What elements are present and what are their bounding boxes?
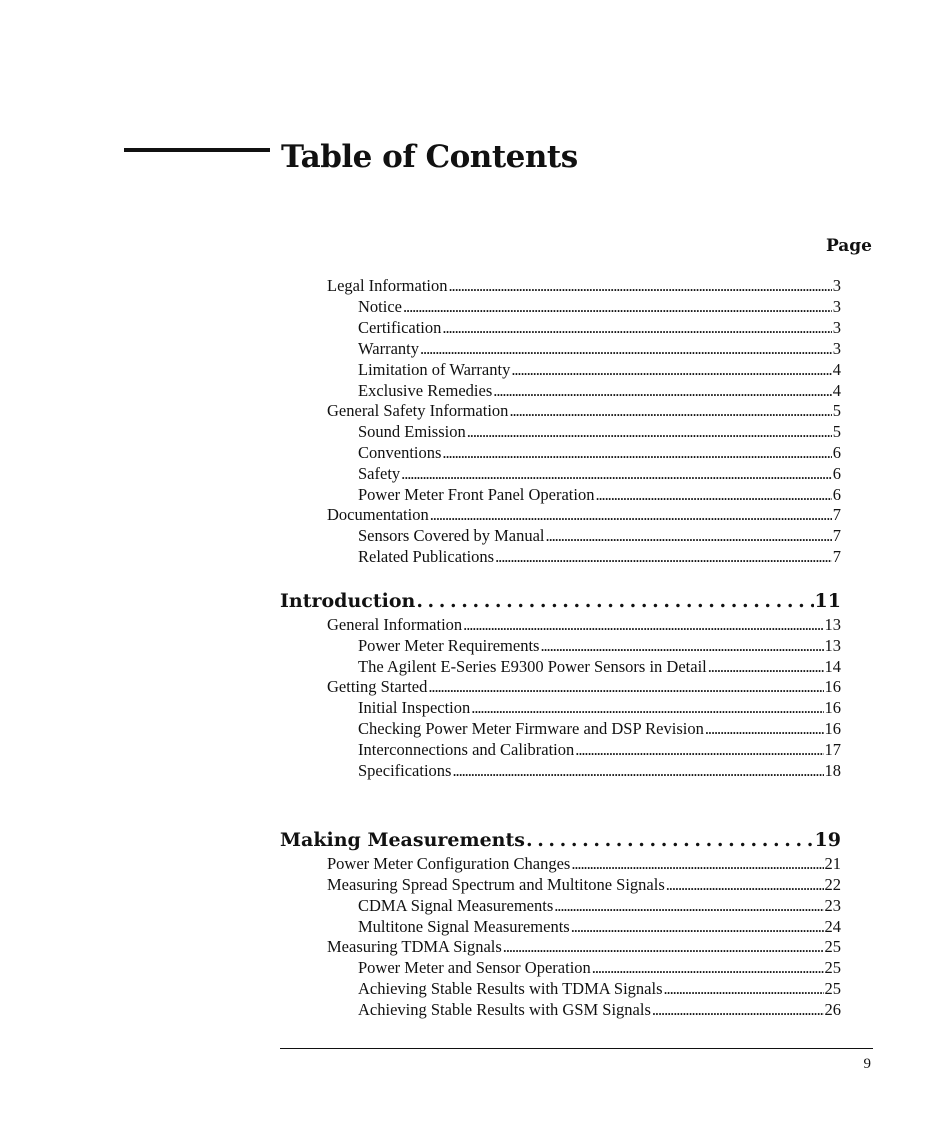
toc-section-making-measurements[interactable]: Making Measurements . . . 19 <box>280 827 841 853</box>
toc-entry-safety[interactable]: Safety . . . 6 <box>358 463 841 484</box>
toc-entry-sensor-operation[interactable]: Power Meter and Sensor Operation . . . 25 <box>358 957 841 978</box>
toc-entry-stable-tdma[interactable]: Achieving Stable Results with TDMA Signals . . . 25 <box>358 978 841 999</box>
toc-entry-general-information[interactable]: General Information . . . 13 <box>327 614 841 635</box>
title-rule <box>124 148 270 152</box>
page-number: 9 <box>863 1056 871 1072</box>
toc-entry-general-safety-information[interactable]: General Safety Information . . . 5 <box>327 400 841 421</box>
toc-entry-related-publications[interactable]: Related Publications . . . 7 <box>358 546 841 567</box>
toc-entry-front-panel-operation[interactable]: Power Meter Front Panel Operation . . . 6 <box>358 484 841 505</box>
toc-entry-sound-emission[interactable]: Sound Emission . . . 5 <box>358 421 841 442</box>
toc-entry-configuration-changes[interactable]: Power Meter Configuration Changes . . . 21 <box>327 853 841 874</box>
toc-section-introduction[interactable]: Introduction . . . 11 <box>280 588 841 614</box>
toc-entry-certification[interactable]: Certification . . . 3 <box>358 317 841 338</box>
toc-entry-power-meter-requirements[interactable]: Power Meter Requirements . . . 13 <box>358 635 841 656</box>
toc-entry-exclusive-remedies[interactable]: Exclusive Remedies . . . 4 <box>358 380 841 401</box>
toc-entry-legal-information[interactable]: Legal Information . . . 3 <box>327 275 841 296</box>
toc-entry-measuring-tdma[interactable]: Measuring TDMA Signals . . . 25 <box>327 936 841 957</box>
page-title: Table of Contents <box>281 139 578 175</box>
toc-entry-cdma-measurements[interactable]: CDMA Signal Measurements . . . 23 <box>358 895 841 916</box>
toc-entry-multitone-measurements[interactable]: Multitone Signal Measurements . . . 24 <box>358 916 841 937</box>
toc-entry-notice[interactable]: Notice . . . 3 <box>358 296 841 317</box>
toc-entry-interconnections[interactable]: Interconnections and Calibration . . . 17 <box>358 739 841 760</box>
toc-entry-warranty[interactable]: Warranty . . . 3 <box>358 338 841 359</box>
toc-entry-specifications[interactable]: Specifications . . . 18 <box>358 760 841 781</box>
toc-entry-conventions[interactable]: Conventions . . . 6 <box>358 442 841 463</box>
toc-entry-getting-started[interactable]: Getting Started . . . 16 <box>327 676 841 697</box>
toc-entry-stable-gsm[interactable]: Achieving Stable Results with GSM Signals . . . 26 <box>358 999 841 1020</box>
footer-rule <box>280 1048 873 1049</box>
toc-entry-documentation[interactable]: Documentation . . . 7 <box>327 504 841 525</box>
toc-entry-limitation-of-warranty[interactable]: Limitation of Warranty . . . 4 <box>358 359 841 380</box>
toc-entry-checking-firmware[interactable]: Checking Power Meter Firmware and DSP Revision . . . 16 <box>358 718 841 739</box>
toc-entry-sensors-in-detail[interactable]: The Agilent E-Series E9300 Power Sensors in Detail . . . 14 <box>358 656 841 677</box>
page-column-label: Page <box>825 236 872 256</box>
toc-entry-spread-spectrum[interactable]: Measuring Spread Spectrum and Multitone Signals . . . 22 <box>327 874 841 895</box>
toc-entry-sensors-covered[interactable]: Sensors Covered by Manual . . . 7 <box>358 525 841 546</box>
toc-entry-initial-inspection[interactable]: Initial Inspection . . . 16 <box>358 697 841 718</box>
